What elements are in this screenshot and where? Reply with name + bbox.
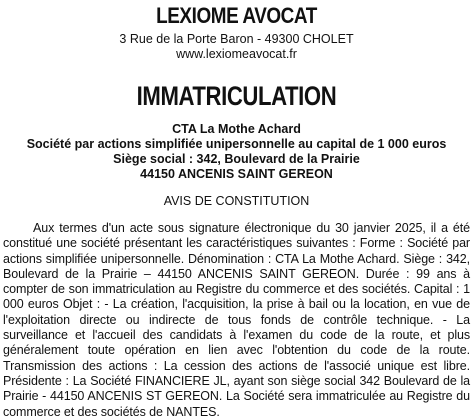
section-title: AVIS DE CONSTITUTION (163, 194, 310, 208)
company-block (0, 122, 473, 182)
company-city: 44150 ANCENIS SAINT GEREON (140, 167, 333, 181)
notice-body: Aux termes d'un acte sous signature électronique du 30 janvier 2025, il a été constitué une société présentant les caractéristiques suivantes : Forme : Société par actions simplifiée unipersonnelle. Dénomination : CTA La Mothe Achard. Siège : 342, Boulevard de la Prairie – 44150 ANCENIS SAINT GEREON. Durée : 99 ans à compter de son immatriculation au Registre du commerce et des sociétés. Capital : 1 000 euros Objet : - La création, l'acquisition, la prise à bail ou la location, en vue de l'exploitation directe ou indirecte de tous fonds de contrôle technique. - La surveillance et l'accueil des candidats à l'examen du code de la route, et plus généralement toute opération en lien avec l'obtention du code de la route. Transmission des actions : La cession des actions de l'associé unique est libre. Présidente : La Société FINANCIERE JL, ayant son siège social 342 Boulevard de la Prairie - 44150 ANCENIS ST GEREON. La Société sera immatriculée au Registre du commerce et des sociétés de NANTES. (3, 221, 470, 419)
company-form: Société par actions simplifiée unipersonnelle au capital de 1 000 euros (26, 137, 447, 151)
firm-address: 3 Rue de la Porte Baron - 49300 CHOLET (119, 32, 354, 46)
firm-website: www.lexiomeavocat.fr (176, 47, 297, 61)
company-seat: Siège social : 342, Boulevard de la Prairie (113, 152, 360, 166)
notice-headline: IMMATRICULATION (136, 81, 337, 111)
firm-name: LEXIOME AVOCAT (156, 3, 317, 28)
company-name: CTA La Mothe Achard (172, 122, 301, 136)
